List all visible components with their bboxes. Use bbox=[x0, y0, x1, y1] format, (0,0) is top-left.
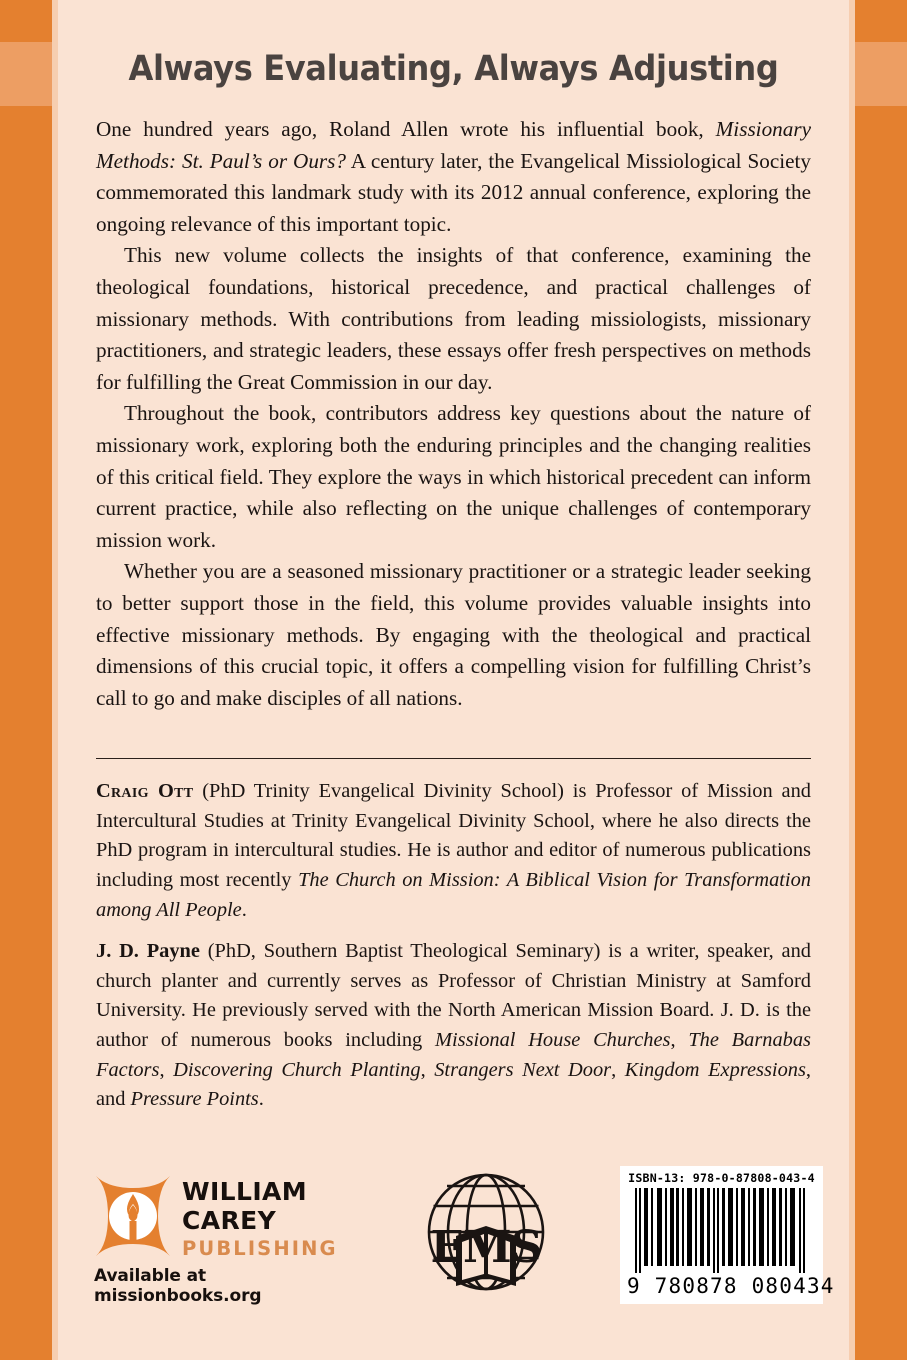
bio-payne-text-b: . bbox=[258, 1088, 264, 1111]
blurb-p1-book-title: Missionary Methods: St. Paul’s or Ours? bbox=[96, 117, 811, 173]
content-column bbox=[96, 0, 811, 1115]
blurb-p1-text-a: One hundred years ago, Roland Allen wrote his influential book, bbox=[96, 117, 716, 141]
page-title: Always Evaluating, Always Adjusting bbox=[128, 49, 779, 89]
bio-payne-book-1: Missional House Churches bbox=[435, 1029, 671, 1052]
blurb-paragraph-3: Throughout the book, contributors address key questions about the nature of missionary work, exploring both the enduring principles and the changing realities of this critical field. They explore the ways in which historical precedent can inform current practice, while also reflecting on the unique challenges of contemporary mission work. bbox=[96, 401, 811, 552]
author-name-jd-payne: J. D. Payne bbox=[96, 940, 200, 963]
barcode-digits: 9 780878 080434 bbox=[627, 1274, 835, 1298]
bio-payne-book-5: Kingdom Expressions bbox=[624, 1058, 806, 1081]
barcode-block bbox=[620, 1166, 835, 1304]
bio-payne-sep-1: , bbox=[670, 1029, 689, 1052]
blurb-p1-text-b: A century later, the Evangelical Missiological Society commemorated this landmark study with its 2012 annual conference, exploring the ongoing relevance of this important topic. bbox=[96, 148, 811, 236]
content-panel bbox=[58, 0, 849, 1360]
publisher-availability-text: Available at missionbooks.org bbox=[94, 1265, 262, 1306]
bio-payne-book-4: Strangers Next Door bbox=[434, 1058, 612, 1081]
candle-flame-in-circle-icon bbox=[94, 1174, 172, 1258]
bio-payne-book-2: The Barnabas Factors bbox=[96, 1029, 811, 1081]
ean13-barcode-icon bbox=[627, 1188, 816, 1273]
blurb-paragraph-2: This new volume collects the insights of that conference, examining the theological foundations, historical precedence, and practical challenges of missionary methods. With contributions from leading missiologists, missionary practitioners, and strategic leaders, these essays offer fresh perspectives on methods for fulfilling the Great Commission in our day. bbox=[96, 243, 811, 394]
panel-edge-right bbox=[849, 0, 855, 1360]
author-bio-craig-ott bbox=[96, 759, 811, 925]
bio-payne-sep-4: , bbox=[611, 1058, 625, 1081]
bio-payne-book-3: Discovering Church Planting bbox=[173, 1058, 421, 1081]
publisher-logo-lockup bbox=[94, 1174, 354, 1306]
bio-payne-text-a: (PhD, Southern Baptist Theological Seminary) is a writer, speaker, and church planter and currently serves as Professor of Christian Ministry at Samford University. He previously served with the North American Mission Board. J. D. is the author of numerous books including bbox=[96, 940, 811, 1052]
author-bio-jd-payne bbox=[96, 925, 811, 1115]
blurb-paragraph-4: Whether you are a seasoned missionary practitioner or a strategic leader seeking to better support those in the field, this volume provides valuable insights into effective missionary methods. By engaging with the theological and practical dimensions of this crucial topic, it offers a compelling vision for fulfilling Christ’s call to go and make disciples of all nations. bbox=[96, 559, 811, 710]
bio-ott-book-title: The Church on Mission: A Biblical Vision for Transformation among All People bbox=[96, 869, 811, 921]
bio-ott-text-a: (PhD Trinity Evangelical Divinity School) is Professor of Mission and Intercultural Studies at Trinity Evangelical Divinity School, where he also directs the PhD program in intercultural studies. He is author and editor of numerous publications including most recently bbox=[96, 780, 811, 892]
blurb-paragraph-1 bbox=[96, 114, 811, 240]
publisher-logo-row bbox=[94, 1174, 354, 1259]
bio-payne-book-6: Pressure Points bbox=[130, 1088, 259, 1111]
isbn-label: ISBN-13: 978-0-87808-043-4 bbox=[628, 1171, 815, 1185]
publisher-name-line-1: WILLIAM bbox=[182, 1177, 308, 1206]
globe-with-open-book-icon bbox=[416, 1166, 566, 1298]
author-name-craig-ott: Craig Ott bbox=[96, 780, 194, 803]
svg-text:EMS: EMS bbox=[430, 1222, 542, 1273]
publisher-name-line-3: PUBLISHING bbox=[182, 1237, 338, 1260]
bio-payne-sep-5: , and bbox=[96, 1058, 812, 1111]
publisher-wordmark bbox=[182, 1174, 338, 1259]
bio-payne-sep-3: , bbox=[420, 1058, 435, 1081]
divider-wrap bbox=[96, 714, 811, 759]
publisher-name-line-2: CAREY bbox=[182, 1206, 277, 1235]
cover-footer bbox=[58, 1158, 849, 1318]
bio-ott-text-b: . bbox=[241, 898, 247, 921]
bio-payne-sep-2: , bbox=[159, 1058, 174, 1081]
